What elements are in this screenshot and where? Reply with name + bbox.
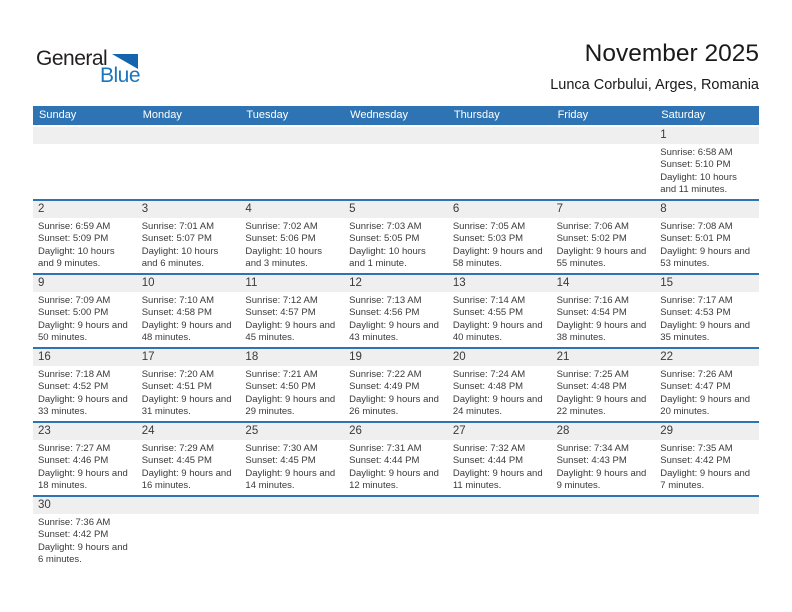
day-number (448, 497, 552, 514)
sunrise-text: Sunrise: 7:16 AM (556, 295, 629, 306)
sunrise-text: Sunrise: 7:34 AM (556, 443, 629, 454)
day-number: 20 (448, 349, 552, 366)
day-details (344, 292, 448, 344)
sunset-text: Sunset: 4:42 PM (38, 529, 109, 541)
day-details (655, 440, 759, 492)
sunset-text: Sunset: 4:57 PM (245, 307, 316, 319)
location-subtitle: Lunca Corbului, Arges, Romania (550, 77, 759, 93)
day-cell (655, 349, 759, 421)
sunrise-text: Sunrise: 7:09 AM (38, 295, 111, 306)
day-number (240, 127, 344, 144)
daylight-text: Daylight: 9 hours and 11 minutes. (452, 467, 543, 491)
sunset-text: Sunset: 4:45 PM (245, 455, 316, 467)
sunset-text: Sunset: 5:02 PM (556, 233, 627, 245)
sunrise-text: Sunrise: 7:25 AM (556, 369, 629, 380)
day-number: 30 (33, 497, 137, 514)
day-cell (655, 201, 759, 273)
day-number: 1 (655, 127, 759, 144)
day-number: 13 (448, 275, 552, 292)
logo-text-general: General (36, 47, 108, 70)
sunrise-text: Sunrise: 7:24 AM (452, 369, 526, 380)
day-cell (655, 275, 759, 347)
day-details (448, 218, 552, 270)
sunrise-text: Sunrise: 7:29 AM (141, 443, 215, 454)
sunrise-text: Sunrise: 7:35 AM (660, 443, 733, 454)
sunrise-text: Sunrise: 7:22 AM (349, 369, 422, 380)
day-cell (240, 349, 344, 421)
day-details (33, 366, 137, 418)
day-cell (552, 275, 656, 347)
sunrise-text: Sunrise: 7:20 AM (141, 369, 215, 380)
empty-day-cell (552, 497, 656, 569)
day-cell (33, 349, 137, 421)
day-cell (344, 423, 448, 495)
day-cell (137, 275, 241, 347)
day-details (448, 366, 552, 418)
sunrise-text: Sunrise: 7:36 AM (38, 517, 111, 528)
calendar-table (33, 106, 759, 569)
day-details (655, 292, 759, 344)
empty-day-cell (448, 497, 552, 569)
daylight-text: Daylight: 9 hours and 31 minutes. (141, 393, 232, 417)
day-number: 4 (240, 201, 344, 218)
sunset-text: Sunset: 4:45 PM (141, 455, 212, 467)
daylight-text: Daylight: 9 hours and 9 minutes. (556, 467, 647, 491)
weekday-header-friday: Friday (557, 109, 589, 121)
day-number: 28 (552, 423, 656, 440)
sunset-text: Sunset: 4:47 PM (660, 381, 731, 393)
day-details (33, 440, 137, 492)
logo-text-blue: Blue (99, 64, 140, 87)
day-cell (552, 201, 656, 273)
daylight-text: Daylight: 9 hours and 14 minutes. (245, 467, 336, 491)
empty-day-cell (344, 127, 448, 199)
daylight-text: Daylight: 9 hours and 20 minutes. (660, 393, 751, 417)
sunrise-text: Sunrise: 7:05 AM (452, 221, 526, 232)
week-row (33, 275, 759, 349)
day-details (344, 440, 448, 492)
day-number: 18 (240, 349, 344, 366)
day-number (137, 497, 241, 514)
weekday-header-saturday: Saturday (661, 109, 706, 121)
sunrise-text: Sunrise: 7:27 AM (38, 443, 111, 454)
sunset-text: Sunset: 4:58 PM (141, 307, 212, 319)
sunset-text: Sunset: 5:10 PM (660, 159, 731, 171)
day-cell (448, 423, 552, 495)
sunrise-text: Sunrise: 7:06 AM (556, 221, 629, 232)
day-number (655, 497, 759, 514)
sunrise-text: Sunrise: 7:08 AM (660, 221, 733, 232)
day-cell (344, 275, 448, 347)
day-details (344, 366, 448, 418)
daylight-text: Daylight: 10 hours and 9 minutes. (38, 245, 115, 269)
day-details (552, 292, 656, 344)
weekday-header-row (33, 106, 759, 125)
daylight-text: Daylight: 10 hours and 6 minutes. (141, 245, 219, 269)
general-blue-logo (36, 48, 140, 92)
day-number (552, 127, 656, 144)
sunset-text: Sunset: 5:06 PM (245, 233, 316, 245)
week-row (33, 349, 759, 423)
daylight-text: Daylight: 9 hours and 12 minutes. (349, 467, 439, 491)
daylight-text: Daylight: 10 hours and 3 minutes. (245, 245, 322, 269)
day-cell (552, 349, 656, 421)
day-number: 5 (344, 201, 448, 218)
daylight-text: Daylight: 9 hours and 26 minutes. (349, 393, 439, 417)
day-cell (240, 275, 344, 347)
day-number (448, 127, 552, 144)
sunset-text: Sunset: 5:00 PM (38, 307, 109, 319)
logo-triangle-icon (112, 54, 138, 69)
day-details (137, 292, 241, 344)
daylight-text: Daylight: 9 hours and 53 minutes. (660, 245, 751, 269)
day-cell (33, 275, 137, 347)
day-cell (655, 127, 759, 199)
sunrise-text: Sunrise: 6:58 AM (660, 147, 733, 158)
daylight-text: Daylight: 9 hours and 58 minutes. (452, 245, 543, 269)
sunset-text: Sunset: 4:44 PM (349, 455, 420, 467)
sunset-text: Sunset: 4:43 PM (556, 455, 627, 467)
sunrise-text: Sunrise: 7:02 AM (245, 221, 318, 232)
sunrise-text: Sunrise: 6:59 AM (38, 221, 111, 232)
day-cell (33, 201, 137, 273)
day-details (137, 440, 241, 492)
day-details (33, 218, 137, 270)
day-cell (344, 201, 448, 273)
day-details (137, 218, 241, 270)
empty-day-cell (552, 127, 656, 199)
day-details (240, 440, 344, 492)
month-title: November 2025 (584, 40, 759, 67)
daylight-text: Daylight: 9 hours and 45 minutes. (245, 319, 336, 343)
day-number (137, 127, 241, 144)
sunrise-text: Sunrise: 7:01 AM (141, 221, 215, 232)
day-cell (448, 349, 552, 421)
sunset-text: Sunset: 4:48 PM (556, 381, 627, 393)
week-row (33, 497, 759, 569)
day-details (240, 218, 344, 270)
day-number: 9 (33, 275, 137, 292)
daylight-text: Daylight: 9 hours and 48 minutes. (141, 319, 232, 343)
sunset-text: Sunset: 4:52 PM (38, 381, 109, 393)
day-details (552, 366, 656, 418)
sunset-text: Sunset: 4:42 PM (660, 455, 731, 467)
weekday-header-wednesday: Wednesday (350, 109, 409, 121)
week-row (33, 127, 759, 201)
day-number: 19 (344, 349, 448, 366)
sunset-text: Sunset: 4:48 PM (452, 381, 524, 393)
daylight-text: Daylight: 9 hours and 43 minutes. (349, 319, 439, 343)
sunset-text: Sunset: 4:53 PM (660, 307, 731, 319)
sunset-text: Sunset: 4:46 PM (38, 455, 109, 467)
sunset-text: Sunset: 4:50 PM (245, 381, 316, 393)
daylight-text: Daylight: 9 hours and 50 minutes. (38, 319, 128, 343)
day-number: 29 (655, 423, 759, 440)
day-number: 22 (655, 349, 759, 366)
empty-day-cell (137, 127, 241, 199)
day-number: 25 (240, 423, 344, 440)
week-row (33, 423, 759, 497)
day-number: 6 (448, 201, 552, 218)
day-number (240, 497, 344, 514)
sunrise-text: Sunrise: 7:13 AM (349, 295, 422, 306)
sunset-text: Sunset: 5:09 PM (38, 233, 109, 245)
day-cell (344, 349, 448, 421)
sunrise-text: Sunrise: 7:32 AM (452, 443, 526, 454)
calendar-weeks (33, 127, 759, 569)
sunrise-text: Sunrise: 7:18 AM (38, 369, 111, 380)
daylight-text: Daylight: 9 hours and 16 minutes. (141, 467, 232, 491)
day-number: 17 (137, 349, 241, 366)
day-details (655, 144, 759, 196)
empty-day-cell (655, 497, 759, 569)
day-number (344, 127, 448, 144)
sunrise-text: Sunrise: 7:31 AM (349, 443, 422, 454)
day-number: 3 (137, 201, 241, 218)
day-cell (655, 423, 759, 495)
daylight-text: Daylight: 9 hours and 18 minutes. (38, 467, 128, 491)
day-details (33, 292, 137, 344)
day-number: 26 (344, 423, 448, 440)
empty-day-cell (344, 497, 448, 569)
sunset-text: Sunset: 5:07 PM (141, 233, 212, 245)
day-number: 2 (33, 201, 137, 218)
day-number: 24 (137, 423, 241, 440)
day-number (344, 497, 448, 514)
day-details (33, 514, 137, 566)
daylight-text: Daylight: 9 hours and 6 minutes. (38, 541, 128, 565)
daylight-text: Daylight: 9 hours and 22 minutes. (556, 393, 647, 417)
day-number: 10 (137, 275, 241, 292)
day-details (448, 292, 552, 344)
daylight-text: Daylight: 9 hours and 35 minutes. (660, 319, 751, 343)
sunrise-text: Sunrise: 7:12 AM (245, 295, 318, 306)
daylight-text: Daylight: 9 hours and 24 minutes. (452, 393, 543, 417)
sunrise-text: Sunrise: 7:10 AM (141, 295, 215, 306)
sunset-text: Sunset: 4:55 PM (452, 307, 524, 319)
day-number: 27 (448, 423, 552, 440)
day-number: 11 (240, 275, 344, 292)
daylight-text: Daylight: 9 hours and 40 minutes. (452, 319, 543, 343)
empty-day-cell (33, 127, 137, 199)
daylight-text: Daylight: 10 hours and 1 minute. (349, 245, 426, 269)
day-cell (33, 497, 137, 569)
day-cell (552, 423, 656, 495)
day-number: 23 (33, 423, 137, 440)
week-row (33, 201, 759, 275)
sunrise-text: Sunrise: 7:14 AM (452, 295, 526, 306)
sunrise-text: Sunrise: 7:26 AM (660, 369, 733, 380)
daylight-text: Daylight: 9 hours and 33 minutes. (38, 393, 128, 417)
empty-day-cell (240, 497, 344, 569)
sunset-text: Sunset: 4:49 PM (349, 381, 420, 393)
sunrise-text: Sunrise: 7:03 AM (349, 221, 422, 232)
sunset-text: Sunset: 5:05 PM (349, 233, 420, 245)
sunset-text: Sunset: 4:54 PM (556, 307, 627, 319)
weekday-header-thursday: Thursday (453, 109, 500, 121)
weekday-header-sunday: Sunday (39, 109, 77, 121)
sunset-text: Sunset: 4:56 PM (349, 307, 420, 319)
day-cell (448, 275, 552, 347)
day-cell (33, 423, 137, 495)
sunset-text: Sunset: 4:51 PM (141, 381, 212, 393)
sunset-text: Sunset: 4:44 PM (452, 455, 524, 467)
day-number (33, 127, 137, 144)
day-number: 7 (552, 201, 656, 218)
day-cell (137, 349, 241, 421)
day-details (448, 440, 552, 492)
empty-day-cell (240, 127, 344, 199)
sunset-text: Sunset: 5:03 PM (452, 233, 524, 245)
empty-day-cell (448, 127, 552, 199)
weekday-header-monday: Monday (142, 109, 182, 121)
day-number: 21 (552, 349, 656, 366)
day-details (552, 440, 656, 492)
day-details (655, 218, 759, 270)
sunset-text: Sunset: 5:01 PM (660, 233, 731, 245)
weekday-header-tuesday: Tuesday (246, 109, 289, 121)
day-details (552, 218, 656, 270)
day-number: 14 (552, 275, 656, 292)
daylight-text: Daylight: 9 hours and 7 minutes. (660, 467, 751, 491)
daylight-text: Daylight: 9 hours and 38 minutes. (556, 319, 647, 343)
empty-day-cell (137, 497, 241, 569)
day-number: 15 (655, 275, 759, 292)
day-details (240, 292, 344, 344)
daylight-text: Daylight: 9 hours and 29 minutes. (245, 393, 336, 417)
day-details (344, 218, 448, 270)
day-number: 8 (655, 201, 759, 218)
sunrise-text: Sunrise: 7:17 AM (660, 295, 733, 306)
day-number: 16 (33, 349, 137, 366)
sunrise-text: Sunrise: 7:21 AM (245, 369, 318, 380)
day-cell (137, 201, 241, 273)
day-cell (137, 423, 241, 495)
day-details (655, 366, 759, 418)
day-cell (448, 201, 552, 273)
day-cell (240, 201, 344, 273)
day-number (552, 497, 656, 514)
day-details (137, 366, 241, 418)
day-number: 12 (344, 275, 448, 292)
sunrise-text: Sunrise: 7:30 AM (245, 443, 318, 454)
daylight-text: Daylight: 10 hours and 11 minutes. (660, 171, 737, 195)
daylight-text: Daylight: 9 hours and 55 minutes. (556, 245, 647, 269)
day-cell (240, 423, 344, 495)
day-details (240, 366, 344, 418)
title-block (259, 40, 759, 94)
